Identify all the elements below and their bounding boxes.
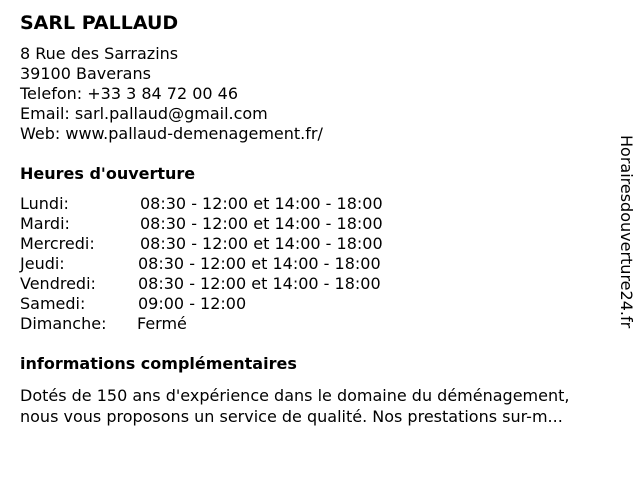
description-line-2: nous vous proposons un service de qualité. Nos prestations sur-m... xyxy=(20,407,563,426)
time-range: 08:30 - 12:00 et 14:00 - 18:00 xyxy=(138,254,381,273)
day-label: Samedi: xyxy=(20,294,86,313)
time-range: 08:30 - 12:00 et 14:00 - 18:00 xyxy=(138,274,381,293)
description-line-1: Dotés de 150 ans d'expérience dans le domaine du déménagement, xyxy=(20,386,570,405)
time-range: 08:30 - 12:00 et 14:00 - 18:00 xyxy=(140,234,383,253)
address-street: 8 Rue des Sarrazins xyxy=(20,44,179,63)
hours-row-sunday xyxy=(20,314,440,334)
day-label: Mardi: xyxy=(20,214,70,233)
hours-row-wednesday xyxy=(20,234,440,254)
address-city: 39100 Baverans xyxy=(20,64,151,83)
hours-row-friday xyxy=(20,274,440,294)
day-label: Dimanche: xyxy=(20,314,107,333)
contact-block xyxy=(20,44,323,144)
time-range: 08:30 - 12:00 et 14:00 - 18:00 xyxy=(140,194,383,213)
email-address: Email: sarl.pallaud@gmail.com xyxy=(20,104,268,123)
time-range: Fermé xyxy=(137,314,187,333)
day-label: Mercredi: xyxy=(20,234,95,253)
hours-row-tuesday xyxy=(20,214,440,234)
website-url: Web: www.pallaud-demenagement.fr/ xyxy=(20,124,323,143)
day-label: Vendredi: xyxy=(20,274,96,293)
info-heading: informations complémentaires xyxy=(20,354,297,373)
day-label: Jeudi: xyxy=(20,254,65,273)
business-name: SARL PALLAUD xyxy=(20,12,179,34)
hours-row-thursday xyxy=(20,254,440,274)
hours-table xyxy=(20,194,440,334)
hours-heading: Heures d'ouverture xyxy=(20,164,196,183)
hours-row-monday xyxy=(20,194,440,214)
time-range: 09:00 - 12:00 xyxy=(138,294,247,313)
phone-number: Telefon: +33 3 84 72 00 46 xyxy=(20,84,239,103)
watermark: Horairesdouverture24.fr xyxy=(617,135,636,329)
day-label: Lundi: xyxy=(20,194,69,213)
hours-row-saturday xyxy=(20,294,440,314)
info-description xyxy=(20,385,569,427)
time-range: 08:30 - 12:00 et 14:00 - 18:00 xyxy=(140,214,383,233)
